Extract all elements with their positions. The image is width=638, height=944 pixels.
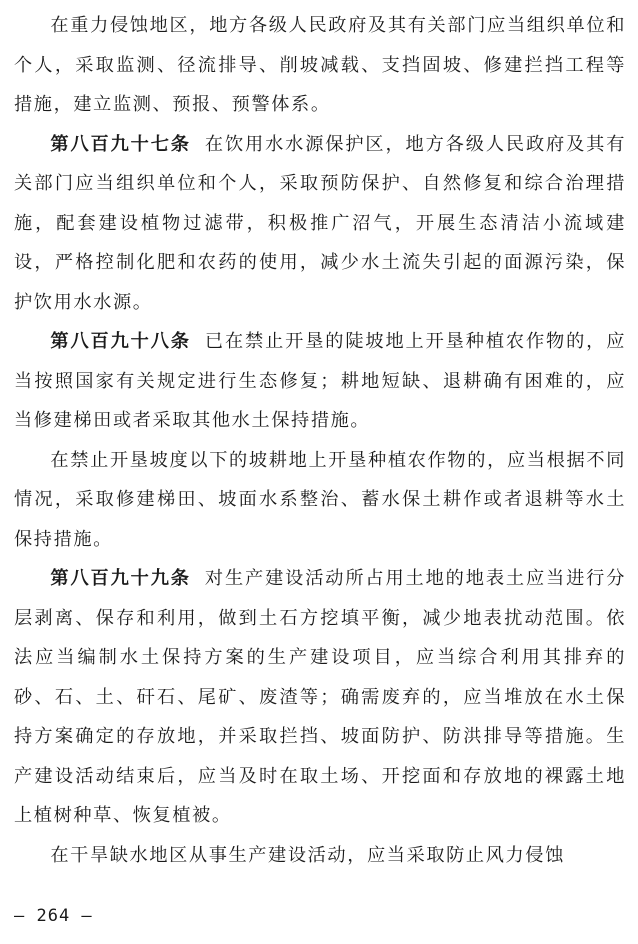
paragraph <box>14 125 626 323</box>
page-number: — 264 — <box>14 906 93 926</box>
paragraph <box>14 836 626 876</box>
paragraph-text: 对生产建设活动所占用土地的地表土应当进行分层剥离、保存和利用，做到土石方挖填平衡，减少地表扰动范围。依法应当编制水土保持方案的生产建设项目，应当综合利用其排弃的砂、石、土、矸石、尾矿、废渣等；确需废弃的，应当堆放在水土保持方案确定的存放地，并采取拦挡、坡面防护、防洪排导等措施。生产建设活动结束后，应当及时在取土场、开挖面和存放地的裸露土地上植树种草、恢复植被。 <box>14 568 627 826</box>
paragraph <box>14 559 626 836</box>
paragraph <box>14 322 626 441</box>
paragraph-text: 在禁止开垦坡度以下的坡耕地上开垦种植农作物的，应当根据不同情况，采取修建梯田、坡面水系整治、蓄水保土耕作或者退耕等水土保持措施。 <box>14 449 626 550</box>
paragraph <box>14 6 626 125</box>
document-body <box>14 6 626 875</box>
paragraph-text: 在干旱缺水地区从事生产建设活动，应当采取防止风力侵蚀 <box>50 844 565 866</box>
article-number: 第八百九十九条 <box>50 568 191 589</box>
article-number: 第八百九十七条 <box>50 133 191 155</box>
paragraph <box>14 441 626 560</box>
article-number: 第八百九十八条 <box>50 331 191 352</box>
paragraph-text: 在重力侵蚀地区，地方各级人民政府及其有关部门应当组织单位和个人，采取监测、径流排导、削坡减载、支挡固坡、修建拦挡工程等措施，建立监测、预报、预警体系。 <box>14 15 626 115</box>
paragraph-text: 已在禁止开垦的陡坡地上开垦种植农作物的，应当按照国家有关规定进行生态修复；耕地短缺、退耕确有困难的，应当修建梯田或者采取其他水土保持措施。 <box>14 331 627 431</box>
paragraph-text: 在饮用水水源保护区，地方各级人民政府及其有关部门应当组织单位和个人，采取预防保护、自然修复和综合治理措施，配套建设植物过滤带，积极推广沼气，开展生态清洁小流域建设，严格控制化肥和农药的使用，减少水土流失引起的面源污染，保护饮用水水源。 <box>14 133 627 313</box>
